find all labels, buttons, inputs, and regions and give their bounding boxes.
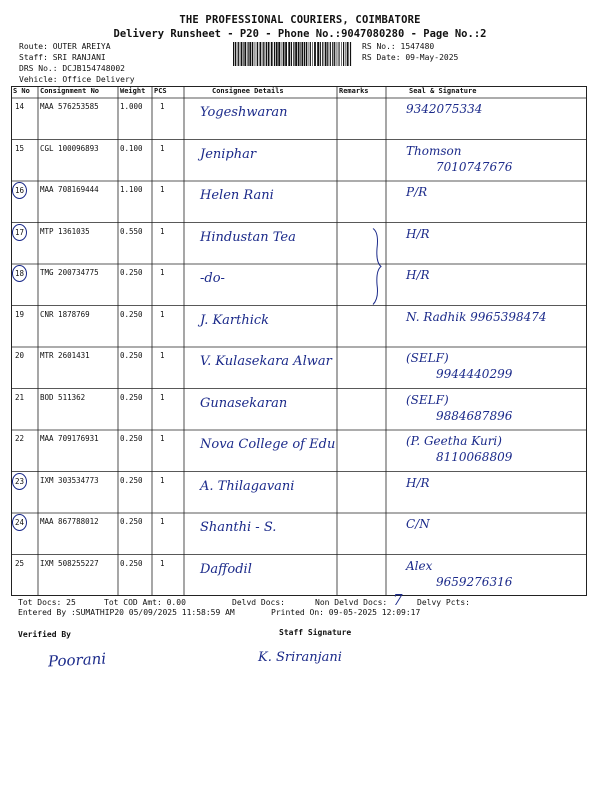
receiver-phone: 9884687896	[436, 408, 513, 423]
delivery-signature: 9342075334	[406, 102, 483, 116]
pieces-count: 1	[160, 475, 165, 485]
weight-value: 0.250	[120, 268, 143, 277]
entered-by: Entered By :SUMATHIP20 05/09/2025 11:58:59 AM	[18, 608, 235, 617]
consignment-number: MTP 1361035	[40, 226, 90, 236]
verified-by-label: Verified By	[18, 630, 71, 639]
receiver-phone: 7010747676	[436, 159, 513, 174]
pieces-count: 1	[160, 392, 165, 402]
vehicle-label: Vehicle: Office Delivery	[19, 75, 135, 84]
pieces-count: 1	[160, 517, 165, 526]
consignee-name: Yogeshwaran	[200, 105, 288, 120]
weight-value: 0.250	[120, 351, 143, 360]
consignment-number: MAA 708169444	[40, 185, 99, 194]
pieces-count: 1	[160, 143, 165, 153]
consignment-number: TMG 200734775	[40, 268, 99, 277]
receiver-phone: 8110068809	[436, 450, 513, 464]
consignee-name: Hindustan Tea	[200, 229, 296, 245]
barcode	[232, 42, 354, 66]
delivery-signature: (SELF)	[406, 351, 449, 365]
delivery-signature: N. Radhik 9965398474	[406, 309, 547, 324]
consignee-name: Nova College of Edu	[200, 437, 336, 452]
route-label: Route: OUTER AREIYA	[19, 42, 111, 51]
delivery-signature: (P. Geetha Kuri)	[406, 434, 502, 448]
verifier-signature: Poorani	[47, 649, 107, 671]
consignment-number: CGL 100096893	[40, 143, 99, 153]
delivery-signature: H/R	[406, 475, 430, 490]
column-header: S No	[13, 87, 30, 95]
consignment-number: IXM 508255227	[40, 558, 99, 568]
consignee-name: A. Thilagavani	[200, 478, 295, 494]
staff-signature-label: Staff Signature	[279, 628, 352, 637]
staff-signature: K. Sriranjani	[258, 650, 342, 665]
pieces-count: 1	[160, 351, 165, 360]
weight-value: 0.250	[120, 475, 143, 485]
weight-value: 0.250	[120, 434, 143, 443]
serial-number: 21	[15, 392, 25, 402]
page-title: THE PROFESSIONAL COURIERS, COIMBATORE	[179, 14, 421, 26]
printed-on: Printed On: 09-05-2025 12:09:17	[271, 608, 421, 617]
pieces-count: 1	[160, 102, 165, 111]
pieces-count: 1	[160, 309, 165, 319]
total-docs: Tot Docs: 25	[18, 598, 76, 607]
drs-label: DRS No.: DCJB154748002	[19, 64, 125, 73]
runsheet-info-right	[362, 41, 458, 63]
non-delivered-count: 7	[393, 591, 403, 609]
total-cod-amount: Tot COD Amt: 0.00	[104, 598, 186, 607]
serial-number: 18	[12, 265, 27, 282]
delivery-signature: (SELF)	[406, 392, 449, 407]
serial-number: 23	[12, 473, 27, 490]
staff-label: Staff: SRI RANJANI	[19, 53, 106, 62]
runsheet-info-left	[19, 41, 135, 85]
serial-number: 14	[15, 102, 25, 111]
pieces-count: 1	[160, 268, 165, 277]
weight-value: 0.250	[120, 392, 143, 402]
consignment-number: BOD 511362	[40, 392, 86, 402]
consignment-number: MAA 867788012	[40, 517, 99, 526]
serial-number: 17	[12, 224, 27, 241]
consignment-number: MAA 709176931	[40, 434, 99, 443]
consignee-name: Jeniphar	[200, 146, 257, 162]
serial-number: 25	[15, 558, 25, 568]
consignee-name: Gunasekaran	[200, 395, 288, 411]
column-header: Seal & Signature	[409, 87, 477, 95]
delivery-signature: Thomson	[406, 143, 462, 158]
consignee-name: V. Kulasekara Alwar	[200, 354, 332, 369]
column-header: Consignment No	[40, 87, 100, 95]
rs-number: RS No.: 1547480	[362, 42, 435, 51]
serial-number: 20	[15, 351, 25, 360]
weight-value: 0.250	[120, 558, 143, 568]
pieces-count: 1	[160, 226, 165, 236]
weight-value: 0.100	[120, 143, 143, 153]
weight-value: 0.550	[120, 226, 143, 236]
delivery-signature: Alex	[406, 558, 433, 573]
serial-number: 24	[12, 514, 27, 531]
serial-number: 19	[15, 309, 25, 319]
serial-number: 15	[15, 143, 25, 153]
consignee-name: J. Karthick	[200, 312, 270, 328]
consignee-name: Daffodil	[200, 561, 252, 577]
delivery-signature: H/R	[406, 268, 430, 282]
consignment-number: MAA 576253585	[40, 102, 99, 111]
bracket-mark	[373, 229, 381, 305]
weight-value: 1.100	[120, 185, 143, 194]
serial-number: 16	[12, 182, 27, 199]
column-header: Weight	[120, 87, 146, 95]
weight-value: 1.000	[120, 102, 143, 111]
consignee-name: Shanthi - S.	[200, 520, 277, 535]
consignment-number: MTR 2601431	[40, 351, 90, 360]
column-header: Remarks	[339, 87, 369, 95]
consignee-name: -do-	[200, 271, 225, 286]
non-delivered-docs: Non Delvd Docs:	[315, 598, 388, 607]
serial-number: 22	[15, 434, 25, 443]
delivery-pcts: Delvy Pcts:	[417, 598, 470, 607]
rs-date: RS Date: 09-May-2025	[362, 53, 459, 62]
pieces-count: 1	[160, 434, 165, 443]
delivery-signature: H/R	[406, 226, 430, 241]
column-header: PCS	[154, 87, 167, 95]
pieces-count: 1	[160, 185, 165, 194]
weight-value: 0.250	[120, 309, 143, 319]
consignment-number: CNR 1878769	[40, 309, 90, 319]
receiver-phone: 9659276316	[436, 574, 513, 589]
delivered-docs: Delvd Docs:	[232, 598, 285, 607]
weight-value: 0.250	[120, 517, 143, 526]
consignment-number: IXM 303534773	[40, 475, 99, 485]
pieces-count: 1	[160, 558, 165, 568]
receiver-phone: 9944440299	[436, 367, 513, 381]
column-header: Consignee Details	[212, 87, 284, 95]
delivery-signature: C/N	[406, 517, 430, 531]
page-subtitle: Delivery Runsheet - P20 - Phone No.:9047080280 - Page No.:2	[113, 28, 487, 40]
consignee-name: Helen Rani	[200, 188, 274, 203]
delivery-signature: P/R	[406, 185, 428, 199]
